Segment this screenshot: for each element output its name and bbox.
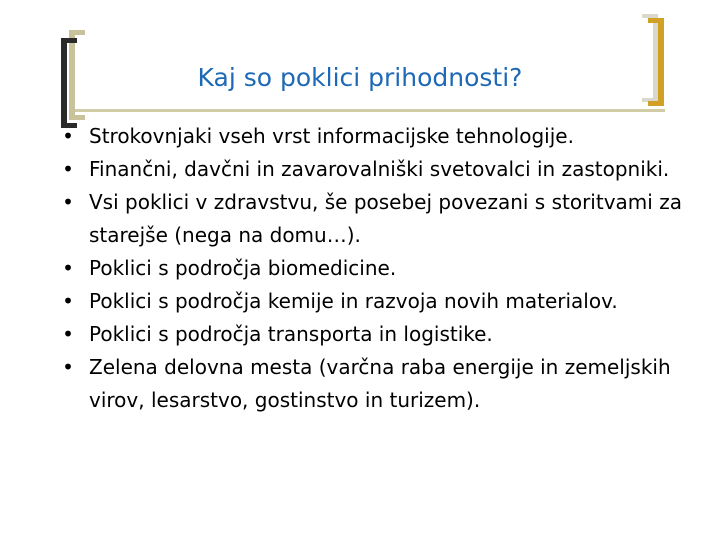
right-bracket-decoration <box>648 18 664 106</box>
bullet-list <box>56 120 686 417</box>
list-item <box>56 153 686 186</box>
bullet-icon: • <box>62 355 74 379</box>
list-item <box>56 285 686 318</box>
list-item <box>56 351 686 417</box>
slide-title: Kaj so poklici prihodnosti? <box>197 63 523 92</box>
list-item <box>56 120 686 153</box>
bullet-icon: • <box>62 256 74 280</box>
list-item <box>56 318 686 351</box>
list-item-text: Finančni, davčni in zavarovalniški svetovalci in zastopniki. <box>89 157 670 181</box>
title-underline-rule <box>75 109 665 112</box>
list-item-text: Zelena delovna mesta (varčna raba energije in zemeljskih virov, lesarstvo, gostinstvo in turizem). <box>89 355 671 412</box>
list-item-text: Strokovnjaki vseh vrst informacijske tehnologije. <box>89 124 574 148</box>
left-bracket-decoration <box>61 38 77 128</box>
list-item-text: Poklici s področja biomedicine. <box>89 256 397 280</box>
list-item <box>56 186 686 252</box>
bullet-icon: • <box>62 190 74 214</box>
bullet-icon: • <box>62 322 74 346</box>
bullet-icon: • <box>62 124 74 148</box>
list-item-text: Poklici s področja transporta in logistike. <box>89 322 493 346</box>
bullet-icon: • <box>62 157 74 181</box>
list-item <box>56 252 686 285</box>
list-item-text: Poklici s področja kemije in razvoja novih materialov. <box>89 289 618 313</box>
list-item-text: Vsi poklici v zdravstvu, še posebej povezani s storitvami za starejše (nega na domu…). <box>89 190 682 247</box>
bullet-icon: • <box>62 289 74 313</box>
